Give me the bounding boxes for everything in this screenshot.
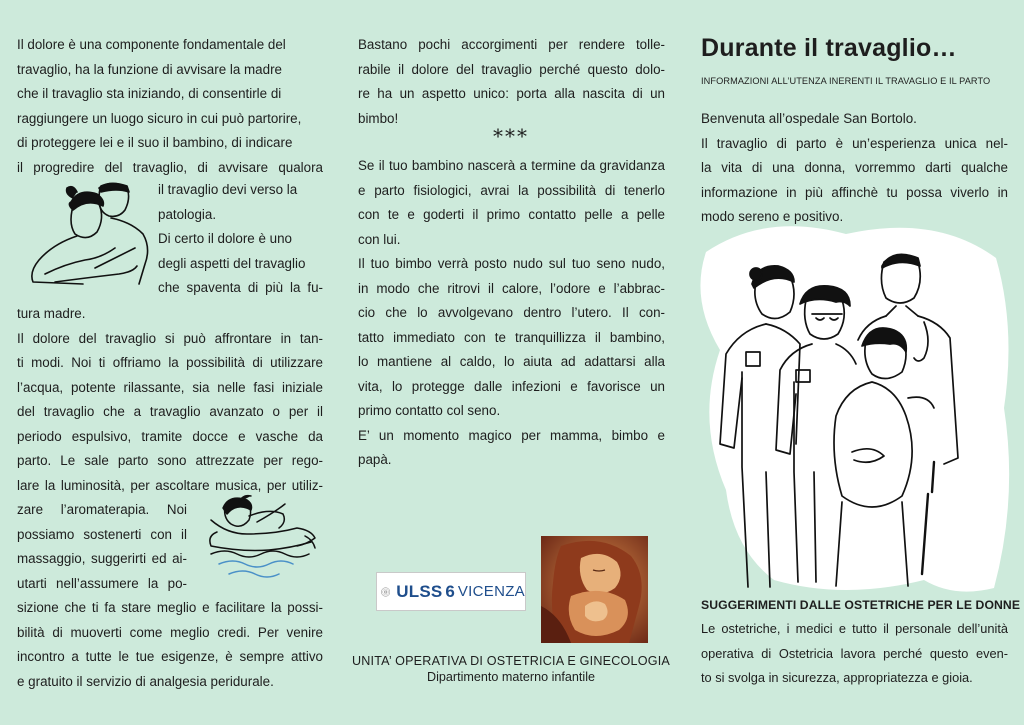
text-line: periodo espulsivo, tramite docce e vasche da [17,428,323,444]
welcome-text [701,107,1008,230]
text-line: il travaglio devi verso la [158,182,298,197]
text-line: operativa di Ostetricia lavora perché questo even- [701,645,1008,661]
left-panel [0,0,340,725]
page-subtitle: INFORMAZIONI ALL’UTENZA INERENTI IL TRAVAGLIO E IL PARTO [701,76,991,86]
bath-woman-illustration [195,492,320,584]
text-line: di proteggere lei e il suo il bambino, di indicare [17,135,293,150]
text-line: cio che lo avvolgevano dentro l’utero. Il con- [358,305,665,320]
pain-methods-text [17,302,323,498]
skin-to-skin-text [358,154,665,473]
text-line: lo mantiene al caldo, lo aiuta ad adattarsi alla [358,354,665,369]
ulss-logo [376,572,526,611]
text-line: Di certo il dolore è uno [158,231,292,246]
text-line: Il dolore del travaglio si può affrontare in tan- [17,330,323,346]
page-title: Durante il travaglio… [701,34,957,62]
text-line: lare la luminosità, per ascoltare musica, per utiliz- [17,477,323,493]
pain-mid-text [158,178,323,301]
text-line: in modo che ritrovi il calore, l’odore e l’abbrac- [358,280,665,296]
text-line: bilità di muoverti come meglio credi. Per venire [17,624,323,640]
text-line: incontro a tutte le tue esigenze, è sempre attivo [17,649,323,664]
text-line: Il dolore è una componente fondamentale del [17,37,286,52]
text-line: la vita di una donna, vorremmo darti qualche [701,160,1008,175]
pain-intro-text [17,33,323,180]
center-panel [340,0,682,725]
text-line: informazione in più affinchè tu possa viverlo in [701,184,1008,200]
logo-ulss-text: ULSS [396,581,443,601]
text-line: sizione che ti fa stare meglio e facilitare la possi- [17,600,323,615]
text-line: tatto immediato con te tranquillizza il bambino, [358,329,665,345]
text-line: modo sereno e positivo. [701,209,844,224]
text-line: con lui. [358,231,401,247]
pain-epidural-text [17,596,323,694]
text-line: che spaventa di più la fu- [158,280,323,295]
text-line: re ha un aspetto unico: porta alla nascita di un [358,86,665,101]
logo-city-text: VICENZA [457,583,525,600]
pain-massage-text [17,498,187,596]
text-line: degli aspetti del travaglio [158,255,306,271]
text-line: e gratuito il servizio di analgesia peridurale. [17,673,274,689]
logo-number-text: 6 [445,581,455,601]
couple-illustration [15,178,157,290]
text-line: Le ostetriche, i medici e tutto il personale dell’unità [701,621,1008,636]
text-line: ti modi. Noi ti offriamo la possibilità di utilizzare [17,355,323,370]
ulss-seal-icon [381,578,390,606]
text-line: utarti nell’assumere la po- [17,575,187,591]
unit-name: UNITA’ OPERATIVA DI OSTETRICIA E GINECOLOGIA [351,654,671,668]
text-line: to si svolga in sicurezza, appropriatezza e gioia. [701,670,973,685]
cover-panel [682,0,1024,725]
text-line: patologia. [158,206,217,222]
text-line: il progredire del travaglio, di avvisare qualora [17,159,323,175]
text-line: primo contatto col seno. [358,403,501,418]
text-line: papà. [358,452,392,467]
medical-team-illustration [696,222,1014,592]
mother-child-painting [541,536,648,643]
text-line: massaggio, suggerirti ed ai- [17,551,187,566]
text-line: Il tuo bimbo verrà posto nudo sul tuo seno nudo, [358,256,665,271]
text-line: travaglio, ha la funzione di avvisare la madre [17,61,282,77]
text-line: parto. Le sale parto sono attrezzate per rego- [17,453,323,468]
text-line: raggiungere un luogo sicuro in cui può partorire, [17,110,302,126]
text-line: vita, lo protegge dalle infezioni e favorisce un [358,378,665,394]
text-line: con te e goderti il primo contatto pelle a pelle [358,207,665,222]
section-separator: *** [493,124,529,148]
text-line: possiamo sostenerti con il [17,526,187,542]
pain-tolerable-text [358,33,665,131]
text-line: zare l’aromaterapia. Noi [17,502,187,517]
department-name: Dipartimento materno infantile [427,670,595,684]
tips-text [701,617,1008,691]
text-line: Benvenuta all’ospedale San Bortolo. [701,111,917,126]
text-line: tura madre. [17,306,86,321]
text-line: del travaglio che a travaglio avanzato o per il [17,404,323,419]
text-line: bimbo! [358,110,399,126]
text-line: Se il tuo bambino nascerà a termine da gravidanza [358,158,665,173]
text-line: l’acqua, potente rilassante, sia nelle fasi iniziale [17,379,323,395]
text-line: Bastano pochi accorgimenti per rendere tolle- [358,37,665,52]
text-line: e parto fisiologici, avrai la possibilità di tenerlo [358,182,665,198]
text-line: rabile il dolore del travaglio perché questo dolo- [358,61,665,77]
text-line: Il travaglio di parto è un’esperienza unica nel- [701,135,1008,151]
text-line: E’ un momento magico per mamma, bimbo e [358,427,665,443]
tips-heading: SUGGERIMENTI DALLE OSTETRICHE PER LE DONNE [701,598,1021,612]
text-line: che il travaglio sta iniziando, di consentirle di [17,86,282,101]
